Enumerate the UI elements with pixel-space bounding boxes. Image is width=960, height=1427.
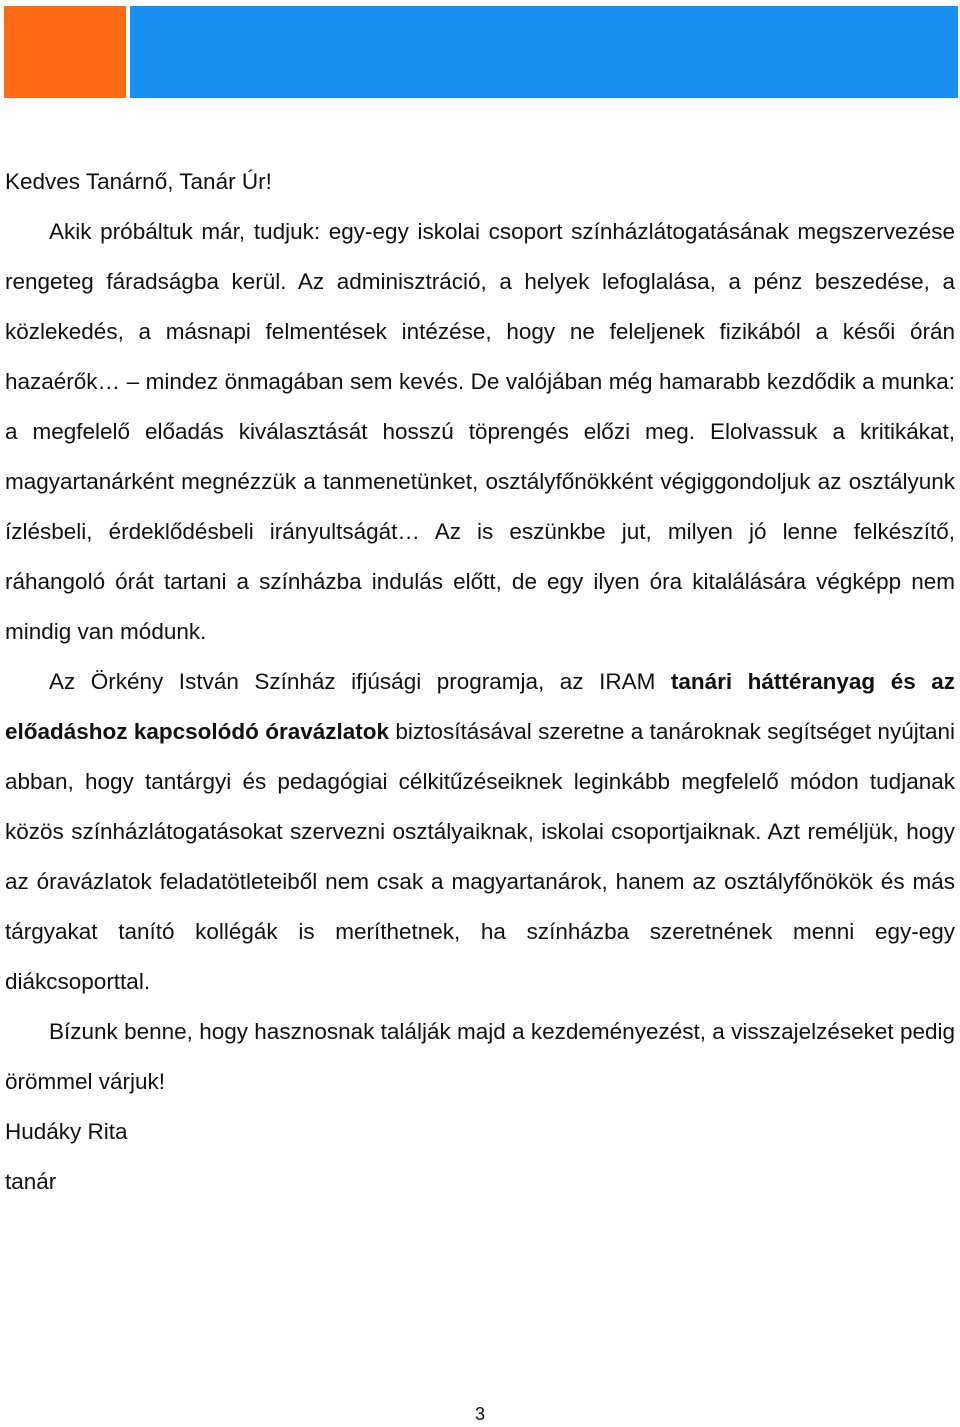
- blue-block: [130, 6, 958, 98]
- paragraph-1: Akik próbáltuk már, tudjuk: egy-egy iskolai csoport színházlátogatásának megszervezése rengeteg fáradságba kerül. Az adminisztráció, a helyek lefoglalása, a pénz beszedése, a közlekedés, a másnapi felmentések intézése, hogy ne feleljenek fizikából a késői órán hazaérők… – mindez önmagában sem kevés. De valójában még hamarabb kezdődik a munka: a megfelelő előadás kiválasztását hosszú töprengés előzi meg. Elolvassuk a kritikákat, magyartanárként megnézzük a tanmenetünket, osztályfőnökként végiggondoljuk az osztályunk ízlésbeli, érdeklődésbeli irányultságát… Az is eszünkbe jut, milyen jó lenne felkészítő, ráhangoló órát tartani a színházba indulás előtt, de egy ilyen óra kitalálására végképp nem mindig van módunk.: [5, 219, 955, 644]
- signature-name: Hudáky Rita: [5, 1119, 128, 1144]
- paragraph-2-emphasis: tanári háttéranyag és az előadáshoz kapcsolódó óravázlatok: [5, 669, 955, 744]
- paragraph-3: Bízunk benne, hogy hasznosnak találják majd a kezdeményezést, a visszajelzéseket pedig örömmel várjuk!: [5, 1019, 955, 1094]
- salutation: Kedves Tanárnő, Tanár Úr!: [5, 169, 272, 194]
- paragraph-2-intro: Az Örkény István Színház ifjúsági programja, az IRAM: [49, 669, 671, 694]
- paragraph-2-rest: biztosításával szeretne a tanároknak segítséget nyújtani abban, hogy tantárgyi és pedagógiai célkitűzéseiknek leginkább megfelelő módon tudjanak közös színházlátogatásokat szervezni osztályaiknak, iskolai csoportjaiknak. Azt reméljük, hogy az óravázlatok feladatötleteiből nem csak a magyartanárok, hanem az osztályfőnökök és más tárgyakat tanító kollégák is meríthetnek, ha színházba szeretnének menni egy-egy diákcsoporttal.: [5, 719, 955, 994]
- orange-block: [4, 6, 126, 98]
- page-number: 3: [474, 1404, 485, 1424]
- signature-title: tanár: [5, 1169, 57, 1194]
- header-color-band: [4, 6, 958, 98]
- letter-body: [5, 157, 955, 1207]
- paragraph-2: [5, 657, 955, 1007]
